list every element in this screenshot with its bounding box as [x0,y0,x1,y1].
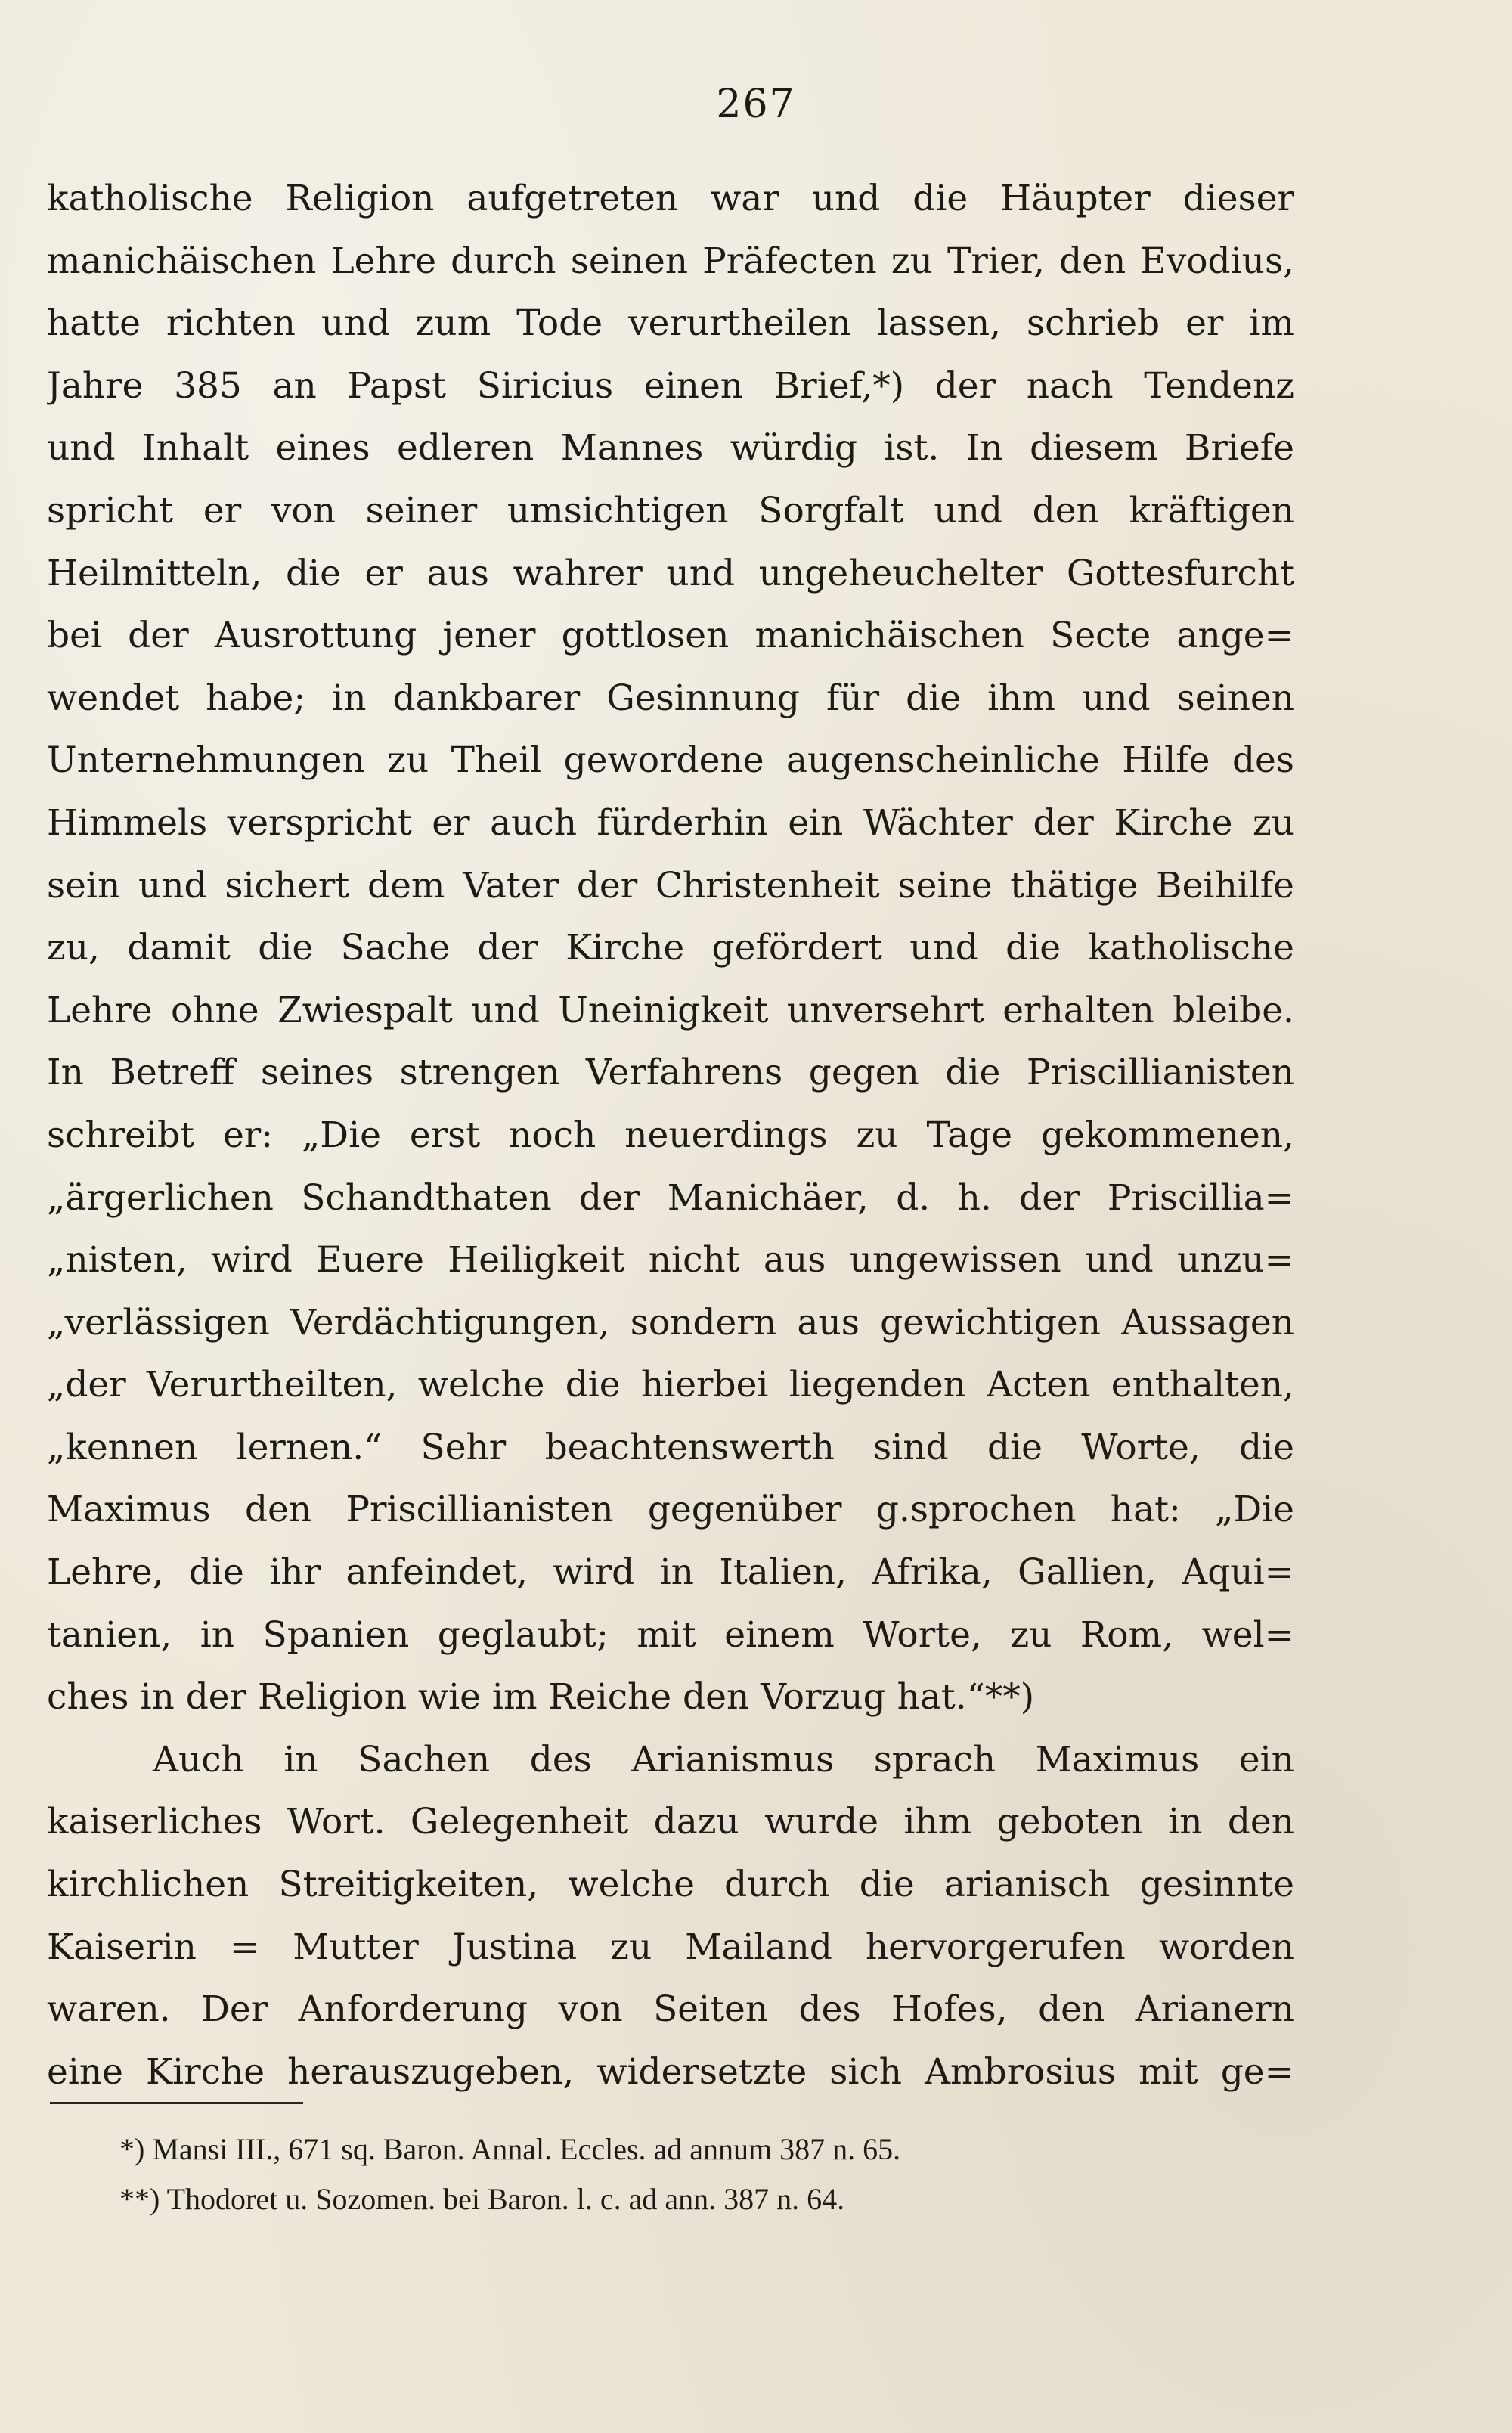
text-line: waren. Der Anforderung von Seiten des Hofes, den Arianern [47,1988,1294,2031]
text-line: manichäischen Lehre durch seinen Präfecten zu Trier, den Evodius, [47,240,1294,282]
text-line: Lehre ohne Zwiespalt und Uneinigkeit unversehrt erhalten bleibe. [47,989,1294,1031]
text-line: kirchlichen Streitigkeiten, welche durch die arianisch gesinnte [47,1864,1294,1906]
text-line: tanien, in Spanien geglaubt; mit einem Worte, zu Rom, wel= [47,1613,1294,1656]
footnote-separator-rule [50,2102,303,2104]
footnotes [119,2125,1284,2224]
text-line: und Inhalt eines edleren Mannes würdig ist. In diesem Briefe [47,427,1294,470]
text-line: hatte richten und zum Tode verurtheilen lassen, schrieb er im [47,302,1294,345]
text-line: „ärgerlichen Schandthaten der Manichäer, d. h. der Priscillia= [47,1176,1294,1219]
text-line: sein und sichert dem Vater der Christenheit seine thätige Beihilfe [47,864,1294,907]
text-line: „verlässigen Verdächtigungen, sondern aus gewichtigen Aussagen [47,1301,1294,1344]
text-line: In Betreff seines strengen Verfahrens gegen die Priscillianisten [47,1052,1294,1094]
text-line: zu, damit die Sache der Kirche gefördert und die katholische [47,927,1294,969]
text-line: „der Verurtheilten, welche die hierbei liegenden Acten enthalten, [47,1364,1294,1406]
text-line: wendet habe; in dankbarer Gesinnung für die ihm und seinen [47,677,1294,719]
footnote-2: **) Thodoret u. Sozomen. bei Baron. l. c. ad ann. 387 n. 64. [119,2182,845,2216]
text-line: „nisten, wird Euere Heiligkeit nicht aus ungewissen und unzu= [47,1239,1294,1282]
text-line-paragraph-end: ches in der Religion wie im Reiche den Vorzug hat.“**) [47,1676,1035,1719]
text-line: Maximus den Priscillianisten gegenüber g.sprochen hat: „Die [47,1489,1294,1531]
body-text [47,168,1294,2103]
text-line: bei der Ausrottung jener gottlosen manichäischen Secte ange= [47,615,1294,657]
text-line: Himmels verspricht er auch fürderhin ein Wächter der Kirche zu [47,801,1294,844]
text-line: Unternehmungen zu Theil gewordene augenscheinliche Hilfe des [47,739,1294,782]
text-line: kaiserliches Wort. Gelegenheit dazu wurde ihm geboten in den [47,1801,1294,1843]
text-line: Kaiserin = Mutter Justina zu Mailand hervorgerufen worden [47,1926,1294,1968]
text-line: katholische Religion aufgetreten war und die Häupter dieser [47,178,1294,219]
text-line-paragraph-start: Auch in Sachen des Arianismus sprach Maximus ein [153,1738,1294,1781]
text-line: eine Kirche herauszugeben, widersetzte sich Ambrosius mit ge= [47,2050,1294,2093]
text-line: schreibt er: „Die erst noch neuerdings zu Tage gekommenen, [47,1114,1294,1156]
text-line: Jahre 385 an Papst Siricius einen Brief,*) der nach Tendenz [47,364,1294,407]
text-line: Lehre, die ihr anfeindet, wird in Italien, Afrika, Gallien, Aqui= [47,1551,1294,1594]
text-line: Heilmitteln, die er aus wahrer und ungeheuchelter Gottesfurcht [47,552,1294,594]
page-number: 267 [716,82,796,127]
text-line: spricht er von seiner umsichtigen Sorgfalt und den kräftigen [47,489,1294,532]
text-line: „kennen lernen.“ Sehr beachtenswerth sind die Worte, die [47,1426,1294,1468]
footnote-1: *) Mansi III., 671 sq. Baron. Annal. Eccles. ad annum 387 n. 65. [119,2132,901,2166]
